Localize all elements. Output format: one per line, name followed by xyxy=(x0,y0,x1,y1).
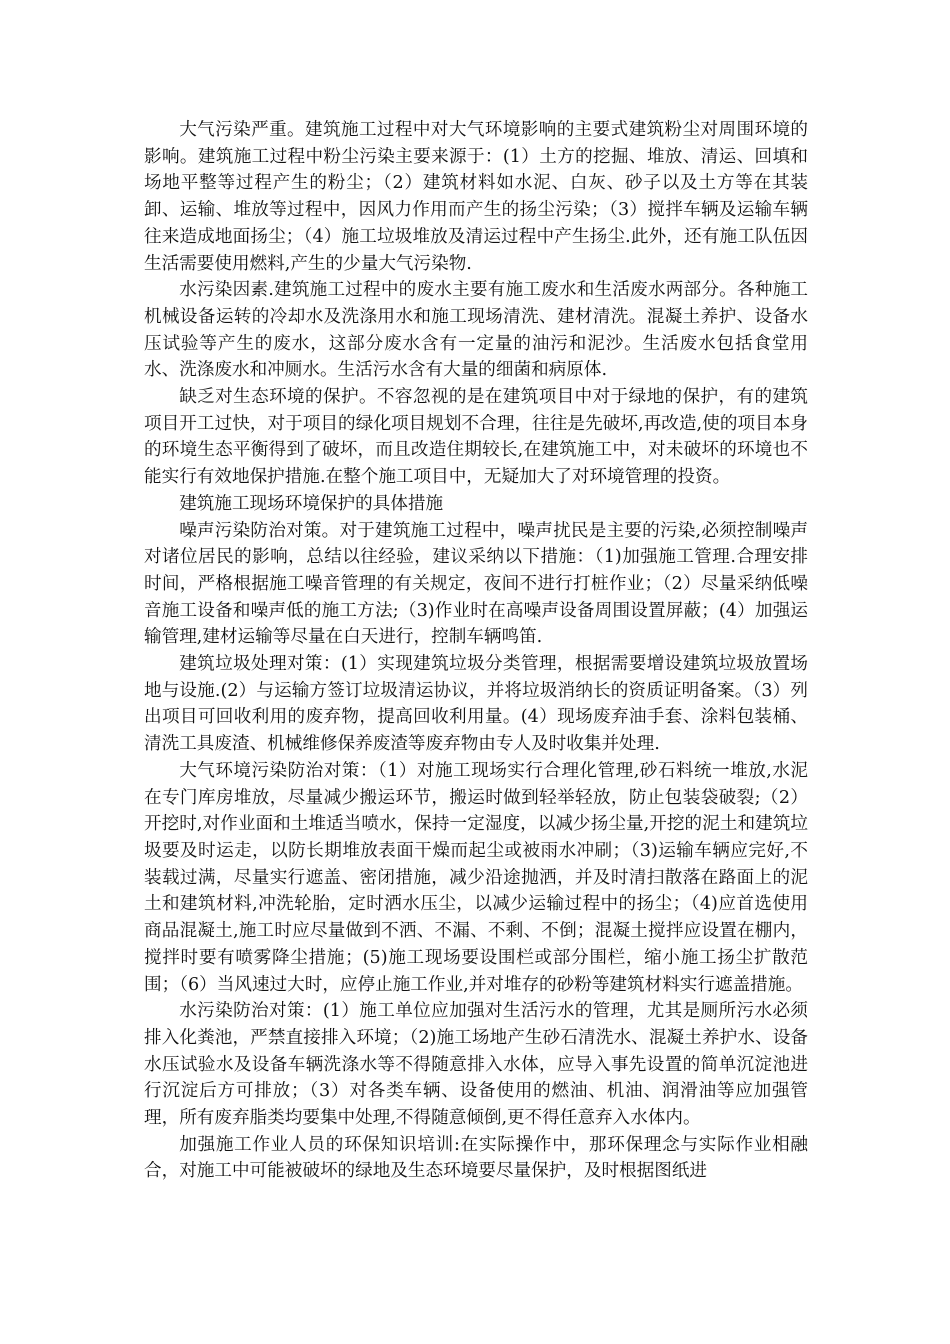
paragraph-training: 加强施工作业人员的环保知识培训:在实际操作中，那环保理念与实际作业相融合，对施工中可能被破坏的绿地及生态环境要尽量保护，及时根据图纸进 xyxy=(144,1134,808,1182)
paragraph-water-pollution: 水污染因素.建筑施工过程中的废水主要有施工废水和生活废水两部分。各种施工机械设备运转的冷却水及洗涤用水和施工现场清洗、建材清洗。混凝土养护、设备水压试验等产生的废水，这部分废水含有一定量的油污和泥沙。生活废水包括食堂用水、洗涤废水和冲厕水。生活污水含有大量的细菌和病原体. xyxy=(144,280,808,381)
document-body xyxy=(144,117,808,1185)
paragraph-waste-measures: 建筑垃圾处理对策：(1）实现建筑垃圾分类管理，根据需要增设建筑垃圾放置场地与设施.(2）与运输方签订垃圾清运协议，并将垃圾消纳长的资质证明备案。（3）列出项目可回收利用的废弃物，提高回收利用量。(4）现场废弃油手套、涂料包装桶、清洗工具废渣、机械维修保养废渣等废弃物由专人及时收集并处理. xyxy=(144,654,808,755)
section-heading: 建筑施工现场环境保护的具体措施 xyxy=(179,493,444,514)
paragraph-air-pollution: 大气污染严重。建筑施工过程中对大气环境影响的主要式建筑粉尘对周围环境的影响。建筑施工过程中粉尘污染主要来源于：(1）土方的挖掘、堆放、清运、回填和场地平整等过程产生的粉尘；（2）建筑材料如水泥、白灰、砂子以及土方等在其装卸、运输、堆放等过程中，因风力作用而产生的扬尘污染；（3）搅拌车辆及运输车辆往来造成地面扬尘；（4）施工垃圾堆放及清运过程中产生扬尘.此外，还有施工队伍因生活需要使用燃料,产生的少量大气污染物. xyxy=(144,120,808,274)
paragraph-air-measures: 大气环境污染防治对策：（1）对施工现场实行合理化管理,砂石料统一堆放,水泥在专门库房堆放，尽量减少搬运环节，搬运时做到轻举轻放，防止包装袋破裂;（2）开挖时,对作业面和土堆适当喷水，保持一定湿度，以减少扬尘量,开挖的泥土和建筑垃圾要及时运走，以防长期堆放表面干燥而起尘或被雨水冲刷；（3)运输车辆应完好,不装载过满，尽量实行遮盖、密闭措施，减少沿途抛洒，并及时清扫散落在路面上的泥土和建筑材料,冲洗轮胎，定时洒水压尘，以减少运输过程中的扬尘；（4)应首选使用商品混凝土,施工时应尽量做到不洒、不漏、不剩、不倒；混凝土搅拌应设置在棚内，搅拌时要有喷雾降尘措施；(5)施工现场要设围栏或部分围栏，缩小施工扬尘扩散范围；（6）当风速过大时，应停止施工作业,并对堆存的砂粉等建筑材料实行遮盖措施。 xyxy=(144,760,808,995)
paragraph-water-measures: 水污染防治对策：(1）施工单位应加强对生活污水的管理，尤其是厕所污水必须排入化粪池，严禁直接排入环境；（2)施工场地产生砂石清洗水、混凝土养护水、设备水压试验水及设备车辆洗涤水等不得随意排入水体，应导入事先设置的简单沉淀池进行沉淀后方可排放；（3）对各类车辆、设备使用的燃油、机油、润滑油等应加强管理，所有废弃脂类均要集中处理,不得随意倾倒,更不得任意弃入水体内。 xyxy=(144,1001,808,1129)
paragraph-ecology: 缺乏对生态环境的保护。不容忽视的是在建筑项目中对于绿地的保护，有的建筑项目开工过快，对于项目的绿化项目规划不合理，往往是先破坏,再改造,使的项目本身的环境生态平衡得到了破坏，而且改造住期较长,在建筑施工中，对未破坏的环境也不能实行有效地保护措施.在整个施工项目中，无疑加大了对环境管理的投资。 xyxy=(144,387,808,488)
paragraph-noise-measures: 噪声污染防治对策。对于建筑施工过程中，噪声扰民是主要的污染,必须控制噪声对诸位居民的影响，总结以往经验，建议采纳以下措施：（1)加强施工管理.合理安排时间，严格根据施工噪音管理的有关规定，夜间不进行打桩作业；（2）尽量采纳低噪音施工设备和噪声低的施工方法;（3)作业时在高噪声设备周围设置屏蔽；(4）加强运输管理,建材运输等尽量在白天进行，控制车辆鸣笛. xyxy=(144,520,808,648)
